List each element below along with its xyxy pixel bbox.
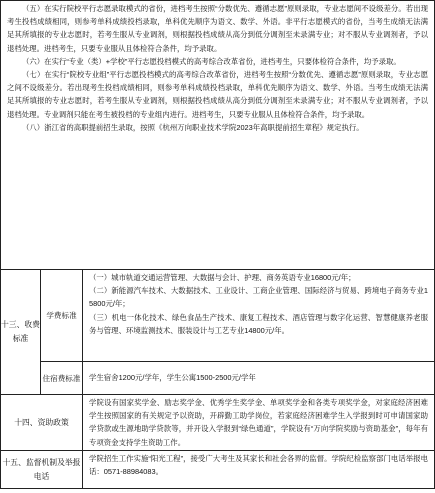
aid-row: [1, 395, 435, 451]
dorm-row: [1, 362, 435, 395]
fees-section-label: 十三、收费标准: [1, 270, 41, 395]
tuition-label: 学费标准: [41, 270, 83, 362]
supervision-label: 十五、监督机制及举报电话: [1, 451, 83, 489]
tuition-item-2: （二）新能源汽车技术、大数据技术、工业设计、工商企业管理、国际经济与贸易、跨境电子商务专业15800元/年；: [89, 286, 429, 309]
tuition-item-1: （一）城市轨道交通运营管理、大数据与会计、护理、商务英语专业16800元/年；: [89, 273, 356, 282]
admission-rules-cell: [1, 1, 435, 270]
dorm-text: 学生宿舍1200元/学年，学生公寓1500-2500元/学年: [83, 362, 435, 395]
tuition-cell: [83, 270, 435, 362]
rule-paragraph-6: （六）在实行“专业（类）+学校”平行志愿投档模式的高考综合改革省份，进档考生，只要体检符合条件，均予录取。: [22, 56, 401, 66]
tuition-row: [1, 270, 435, 362]
admission-rules-row: [1, 1, 435, 270]
aid-label: 十四、资助政策: [1, 395, 83, 451]
supervision-row: [1, 451, 435, 489]
dorm-label: 住宿费标准: [41, 362, 83, 395]
rule-paragraph-5: （五）在实行院校平行志愿录取模式的省份，进档考生按照“分数优先、遵循志愿”原则录取，专业志愿间不设级差分。若出现考生投档成绩相同，则参考单科成绩投档录取，单科优先顺序为语文、数学、外语。非平行志愿模式的省份，当考生成绩无法满足其所填报的专业志愿时，若考生服从专业调剂，则根据投档成绩从高分到低分调剂至未录满专业；对不服从专业调剂者，予以退档处理。进档考生，只要专业服从且体检符合条件，均予录取。: [7, 4, 429, 53]
aid-text: 学院设有国家奖学金、励志奖学金、优秀学生奖学金、单项奖学金和各类专项奖学金，对家庭经济困难学生按照国家的有关规定予以资助，开辟勤工助学岗位，若家庭经济困难学生入学报到时可申请国家助学贷款或生源地助学贷款等，并开设入学报到“绿色通道”，学院设有“万向学院奖励与资助基金”，每年有专项资金支持学生资助工作。: [83, 395, 435, 451]
rule-paragraph-7: （七）在实行“院校专业组”平行志愿投档模式的高考综合改革省份，进档考生按照“分数优先、遵循志愿”原则录取，专业志愿之间不设级差分。若出现考生投档成绩相同，则参考单科成绩投档录取，单科优先顺序为语文、数学、外语。当考生成绩无法满足其所填报的专业志愿时，若考生服从专业调剂，则根据投档成绩从高分到低分调剂至未录满专业；对不服从专业调剂者，予以退档处理。专业调剂只能在考生被投档的专业组内进行。进档考生，只要专业服从且体检符合条件，均予录取。: [7, 70, 429, 119]
rule-paragraph-8: （八）浙江省的高职提前招生录取，按照《杭州万向职业技术学院2023年高职提前招生章程》规定执行。: [22, 122, 364, 132]
supervision-text: 学院招生工作实施“阳光工程”，接受广大考生及其家长和社会各界的监督。学院纪检监察部门电话举报电话：0571-88984083。: [83, 451, 435, 489]
tuition-item-3: （三）机电一体化技术、绿色食品生产技术、康复工程技术、酒店管理与数字化运营、智慧健康养老服务与管理、环境监测技术、服装设计与工艺专业14800元/年。: [89, 312, 429, 335]
